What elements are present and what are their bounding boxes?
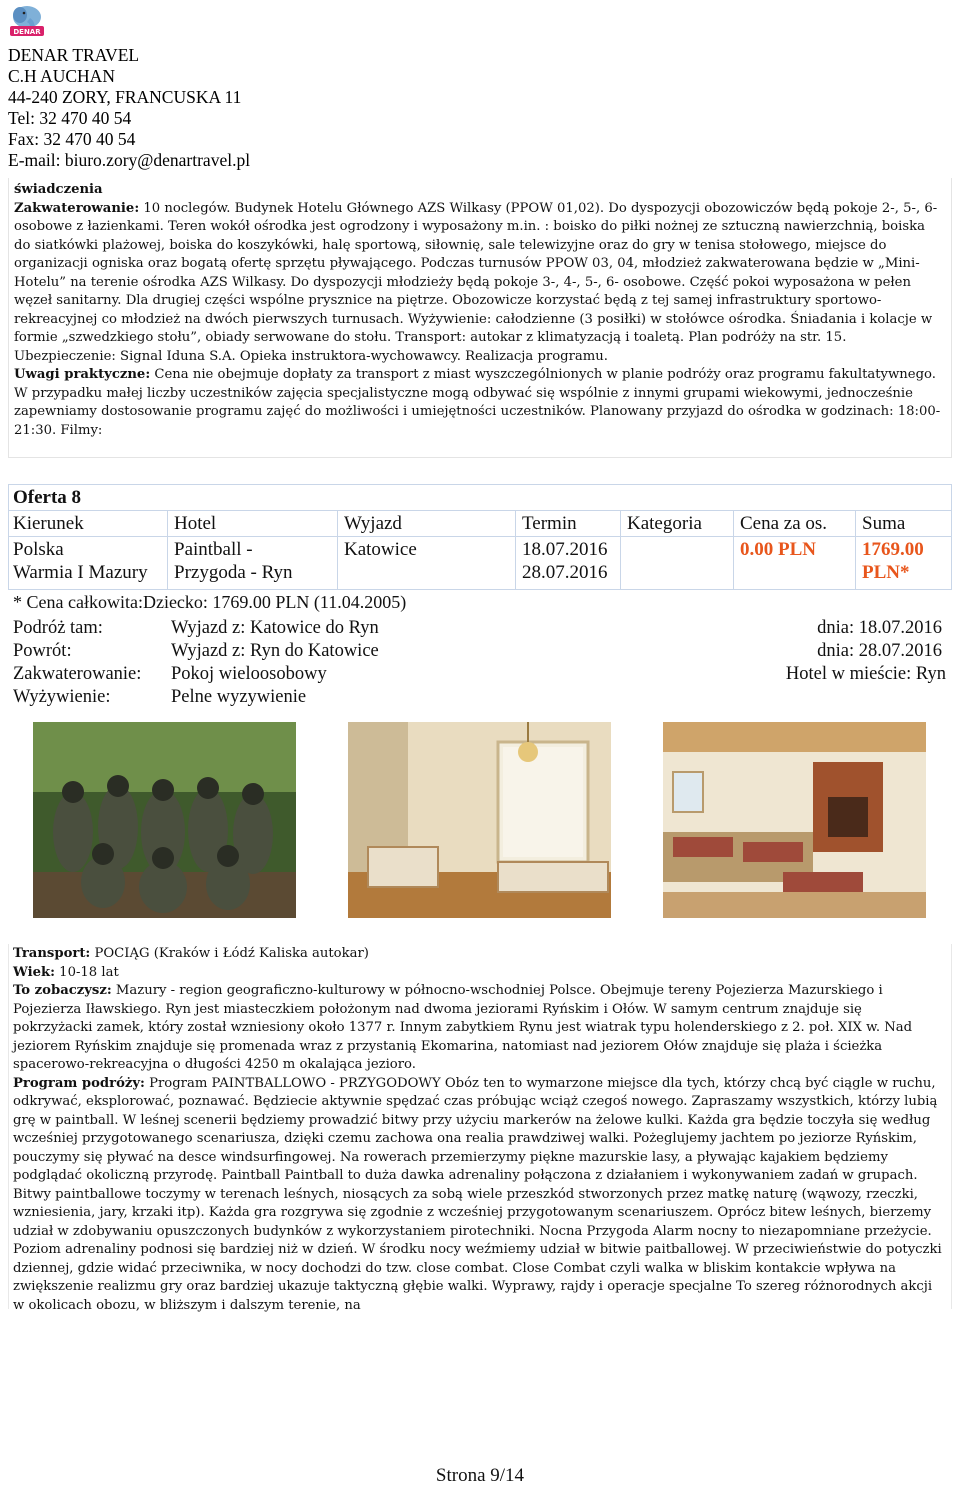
date-end: 28.07.2016	[522, 562, 608, 583]
notes-text: Cena nie obejmuje dopłaty za transport z miast wyszczególnionych w planie podróży oraz programu fakultatywnego. W przypadku małej liczby uczestników zajęcia specjalistyczne mogą odbywać się wspólnie z innymi grupami wiekowymi, jednocześnie zapewniamy dostosowanie programu zajęć do możliwości i umiejętności uczestników. Planowany przyjazd do ośrodka w godzinach: 18:00-21:30. Filmy:	[14, 367, 941, 438]
hotel-name-line1: Paintball -	[174, 539, 253, 560]
dining-room-photo	[663, 722, 926, 918]
col-header-total: Suma	[862, 513, 906, 534]
direction-region: Warmia I Mazury	[13, 562, 148, 583]
hotel-name-line2: Przygoda - Ryn	[174, 562, 293, 583]
date-start: 18.07.2016	[522, 539, 608, 560]
agency-phone: Tel: 32 470 40 54	[8, 108, 132, 128]
transport-label: Transport:	[13, 946, 91, 961]
direction-country: Polska	[13, 539, 64, 560]
elephant-logo-icon	[8, 4, 46, 38]
hotel-room-photo	[348, 722, 611, 918]
svg-text:DENAR: DENAR	[13, 28, 41, 36]
offer-divider	[8, 536, 952, 537]
col-header-price: Cena za os.	[740, 513, 828, 534]
agency-fax: Fax: 32 470 40 54	[8, 129, 136, 149]
agency-address	[8, 45, 250, 171]
col-divider	[733, 510, 734, 590]
offer-divider	[8, 510, 952, 511]
agency-logo	[8, 4, 46, 38]
see-text: Mazury - region geograficzno-kulturowy w północno-wschodniej Polsce. Obejmuje tereny Pojezierza Mazurskiego i Pojezierza Iławskiego. Ryn jest miasteczkiem położonym nad dwoma jeziorami Ryńskim i Ołów. W samym centrum znajduje się pokrzyżacki zamek, który został wzniesiony około 1377 r. Innym zabytkiem Rynu jest wiatrak typu holenderskiego z 2. poł. XIX w. Nad jeziorem Ryńskim znajduje się promenada wraz z przystanią Ekomarina, natomiast nad jeziorem Ołów znajduje się plaża i ścieżka spacerowo-rekreacyjna o długości 4250 m okalająca jezioro.	[13, 983, 913, 1072]
agency-street: 44-240 ZORY, FRANCUSKA 11	[8, 87, 242, 107]
trip-value-outbound: Wyjazd z: Katowice do Ryn	[171, 618, 379, 638]
cell-dates	[522, 538, 608, 584]
total-currency: PLN*	[862, 562, 910, 583]
accommodation-text: 10 noclegów. Budynek Hotelu Głównego AZS Wilkasy (PPOW 01,02). Do dyspozycji obozowiczów będą pokoje 2-, 5-, 6-osobowe z łazienkami. Teren wokół ośrodka jest ogrodzony i wyposażony m.in. : boisko do piłki nożnej ze sztuczną nawierzchnią, boiska do siatkówki plażowej, boiska do koszykówki, halę sportową, siłownię, sale telewizyjne oraz do gry w tenisa stołowego, miejsce do organizacji ogniska oraz bogatą ofertę sprzętu pływającego. Podczas turnusów PPOW 03, 04, młodzież zakwaterowana będzie w „Mini-Hotelu” na terenie ośrodka AZS Wilkasy. Do dyspozycji młodzieży będą pokoje 3-, 4-, 5-, 6- osobowe. Część pokoi wyposażona w pełen węzeł sanitarny. Dla drugiej części wspólne prysznice na piętrze. Obozowicze korzystać będą z tej samej infrastruktury sportowo-rekreacyjnej co młodzież na dwóch pierwszych turnusach. Wyżywienie: całodzienne (3 posiłki) w stołówce ośrodka. Śniadania i kolacje w formie „szwedzkiego stołu”, obiady serwowane do stołu. Transport: autokar z klimatyzacją i toaletą. Plan podróży na str. 15. Ubezpieczenie: Signal Iduna S.A. Opieka instruktora-wychowawcy. Realizacja programu.	[14, 200, 938, 364]
cell-departure: Katowice	[344, 539, 417, 560]
trip-label-accommodation: Zakwaterowanie:	[13, 664, 142, 684]
agency-email: E-mail: biuro.zory@denartravel.pl	[8, 150, 251, 170]
col-header-category: Kategoria	[627, 513, 702, 534]
col-divider	[515, 510, 516, 590]
offer-title: Oferta 8	[13, 487, 82, 508]
cell-direction	[13, 538, 148, 584]
paintball-team-photo	[33, 722, 296, 918]
agency-location: C.H AUCHAN	[8, 66, 115, 86]
details-border-right	[951, 944, 952, 1309]
services-heading: świadczenia	[14, 182, 103, 197]
program-text: Program PAINTBALLOWO - PRZYGODOWY Obóz ten to wymarzone miejsce dla tych, którzy chcą być ciągle w ruchu, odkrywać, eksplorować, poznawać. Będziecie aktywnie spędzać czas próbując wciąż czegoś nowego. Zapraszamy wszystkich, którzy lubią grę w paintball. W leśnej scenerii będziemy prowadzić bitwy przy użyciu markerów na żelowe kulki. Każda gra będzie toczyła się według wcześniej przygotowanego scenariusza, dzięki czemu zachowa ona realia prawdziwej walki. Pożeglujemy jachtem po jeziorze Ryńskim, pouczymy się pływać na desce windsurfingowej. Na rowerach przemierzymy piękne mazurskie lasy, a pływając kajakiem będziemy podglądać okoliczną przyrodę. Paintball Paintball to duża dawka adrenaliny połączona z działaniem i wykonywaniem zadań w grupach. Bitwy paintballowe toczymy w terenach leśnych, niosących za sobą wiele przeszkód stworzonych przez matkę naturę (wąwozy, rzeczki, wzniesienia, jary, krzaki itp). Każda gra rozgrywa się zgodnie z wcześniej przygotowanym scenariuszem. Oprócz bitew leśnych, bierzemy udział w zdobywaniu opuszczonych budynków z wykorzystaniem pirotechniki. Nocna Przygoda Alarm nocny to niezapomniane przeżycie. Poziom adrenaliny podnosi się bardziej niż w dzień. W środku nocy weźmiemy udział w bitwie paitballowej. W przeciwieństwie do potyczki dziennej, gdzie widać przeciwnika, w nocy dochodzi do tzw. close combat. Close Combat czyli walka w bliskim kontakcie wpływa na zwiększenie realizmu gry oraz bardziej ukazuje taktyczną głębie walki. Wyprawy, rajdy i operacje specjalne To szereg różnorodnych akcji w okolicach obozu, w bliższym i dalszym terenie, na	[13, 1075, 942, 1313]
total-amount: 1769.00	[862, 539, 924, 560]
col-divider	[167, 510, 168, 590]
col-header-direction: Kierunek	[13, 513, 84, 534]
cell-hotel	[174, 538, 293, 584]
page-number: Strona 9/14	[435, 1465, 525, 1486]
trip-label-return: Powrót:	[13, 641, 72, 661]
age-text: 10-18 lat	[54, 964, 119, 980]
trip-date-outbound: dnia: 18.07.2016	[817, 618, 942, 638]
trip-label-outbound: Podróż tam:	[13, 618, 103, 638]
notes-label: Uwagi praktyczne:	[14, 367, 151, 382]
trip-hotel-city: Hotel w mieście: Ryn	[785, 664, 946, 684]
col-divider	[620, 510, 621, 590]
col-header-departure: Wyjazd	[344, 513, 402, 534]
col-header-hotel: Hotel	[174, 513, 217, 534]
col-header-term: Termin	[522, 513, 577, 534]
total-cost-note: * Cena całkowita:Dziecko: 1769.00 PLN (11.04.2005)	[13, 592, 407, 612]
col-divider	[855, 510, 856, 590]
cell-price: 0.00 PLN	[740, 539, 816, 560]
details-border-left	[8, 944, 9, 1309]
trip-value-meals: Pelne wyzywienie	[171, 687, 307, 707]
age-label: Wiek:	[13, 964, 55, 980]
see-label: To zobaczysz:	[13, 983, 112, 998]
program-label: Program podróży:	[13, 1075, 145, 1091]
offer-table	[8, 484, 952, 590]
col-divider	[337, 510, 338, 590]
trip-value-return: Wyjazd z: Ryn do Katowice	[171, 641, 379, 661]
services-text	[14, 181, 944, 440]
trip-date-return: dnia: 28.07.2016	[817, 641, 942, 661]
accommodation-label: Zakwaterowanie:	[14, 200, 140, 216]
trip-value-accommodation: Pokoj wieloosobowy	[171, 664, 327, 684]
agency-name: DENAR TRAVEL	[8, 45, 140, 65]
trip-label-meals: Wyżywienie:	[13, 687, 111, 707]
details-text	[13, 945, 943, 1315]
cell-total	[862, 538, 924, 584]
transport-text: POCIĄG (Kraków i Łódź Kaliska autokar)	[90, 946, 369, 961]
